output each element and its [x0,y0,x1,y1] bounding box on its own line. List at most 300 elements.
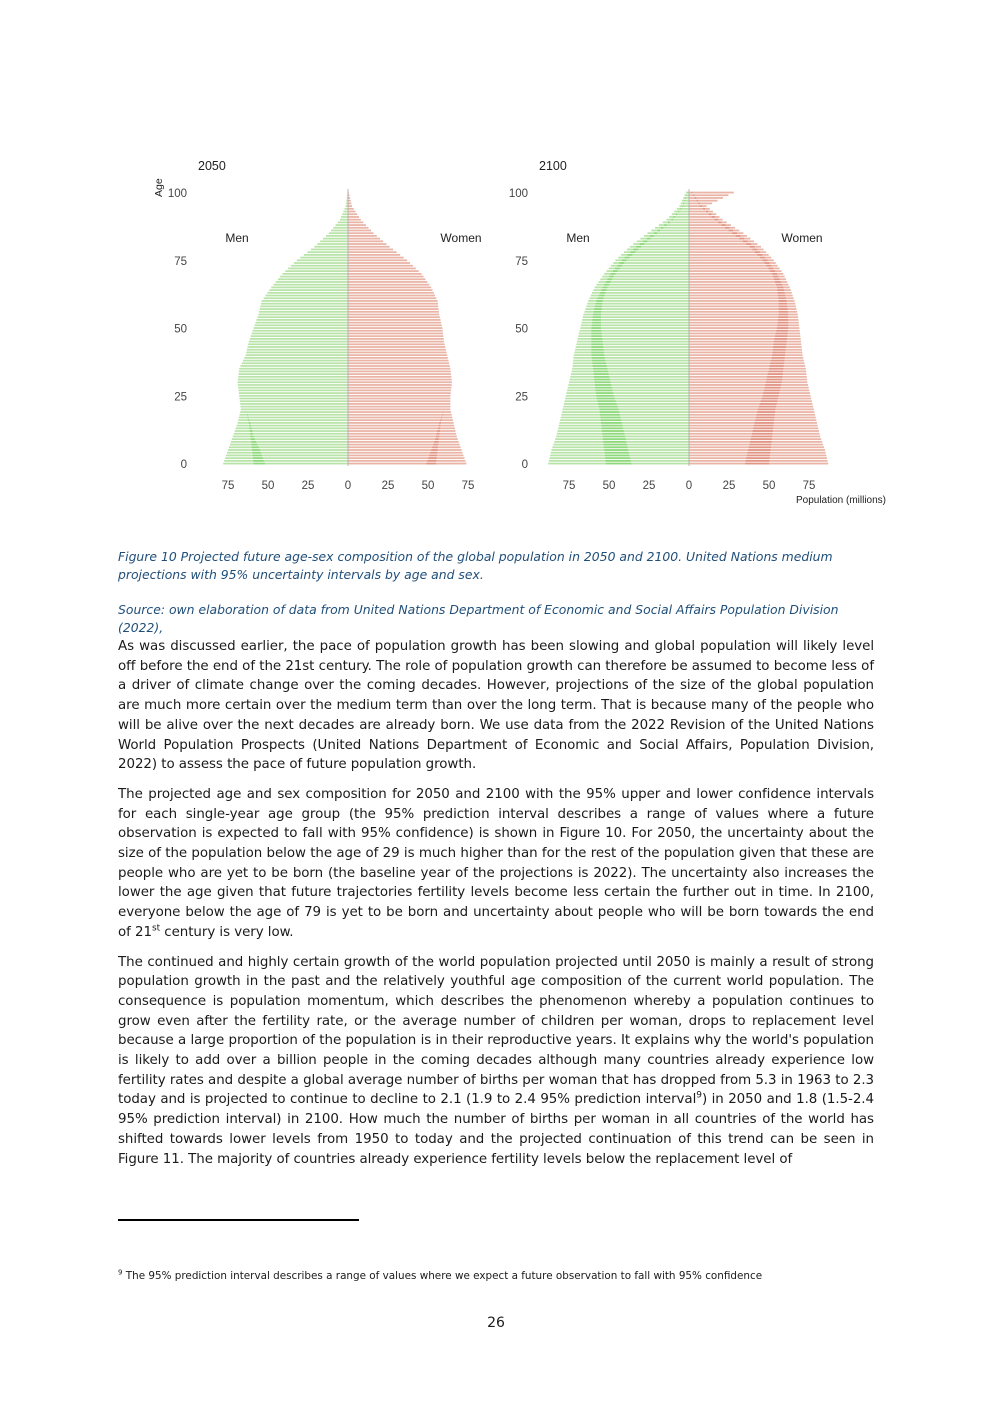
men-median-bar [628,254,633,256]
women-upper-bar [689,281,787,283]
men-median-bar [683,205,684,207]
men-upper-bar [343,211,348,213]
men-median-bar [603,436,625,438]
men-upper-bar [229,446,348,448]
men-median-bar [678,211,679,213]
women-median-bar [779,305,788,307]
population-tick-label: 75 [802,480,816,492]
men-median-bar [606,281,611,283]
men-median-bar [604,284,609,286]
men-median-bar [254,463,265,465]
men-upper-bar [233,436,348,438]
women-median-bar [759,406,776,408]
men-upper-bar [563,406,689,408]
women-upper-bar [689,297,794,299]
women-upper-bar [348,243,386,245]
women-upper-bar [348,259,407,261]
panel-title: 2050 [198,159,226,173]
men-upper-bar [239,389,348,391]
women-median-bar [709,213,712,215]
women-upper-bar [689,368,806,370]
women-upper-bar [348,455,464,457]
men-median-bar [250,430,253,432]
women-median-bar [779,300,787,302]
men-median-bar [668,221,670,223]
women-upper-bar [348,216,359,218]
men-median-bar [603,287,608,289]
men-upper-bar [250,338,348,340]
men-upper-bar [565,398,689,400]
women-median-bar [748,449,770,451]
women-median-bar [773,352,786,354]
men-median-bar [603,441,626,443]
men-label: Men [566,230,590,245]
men-median-bar [594,376,609,378]
women-median-bar [429,455,437,457]
women-upper-bar [689,422,817,424]
women-upper-bar [689,273,783,275]
men-upper-bar [572,371,689,373]
women-median-bar [773,346,786,348]
women-median-bar [747,455,770,457]
women-median-bar [732,232,737,234]
men-median-bar [633,249,638,251]
men-upper-bar [240,411,348,413]
women-median-bar [773,349,786,351]
men-upper-bar [573,357,689,359]
women-upper-bar [348,403,450,405]
women-upper-bar [689,371,806,373]
women-upper-bar [348,381,452,383]
men-upper-bar [600,278,689,280]
men-upper-bar [246,352,348,354]
men-upper-bar [674,211,689,213]
women-upper-bar [348,303,438,305]
women-median-bar [770,365,784,367]
women-median-bar [766,381,782,383]
men-upper-bar [238,384,348,386]
men-median-bar [630,251,635,253]
women-upper-bar [348,376,451,378]
women-upper-bar [348,452,463,454]
women-median-bar [757,411,775,413]
women-median-bar [715,219,718,221]
women-upper-bar [348,278,425,280]
women-median-bar [778,322,789,324]
men-upper-bar [232,438,348,440]
women-upper-bar [689,268,780,270]
women-upper-bar [348,251,397,253]
women-median-bar [760,257,765,259]
men-upper-bar [341,216,348,218]
women-median-bar [725,227,729,229]
women-upper-bar [348,221,363,223]
women-median-bar [693,194,694,196]
women-upper-bar [689,197,723,199]
women-upper-bar [689,354,803,356]
men-upper-bar [240,414,348,416]
women-upper-bar [348,419,453,421]
men-upper-bar [677,208,689,210]
women-median-bar [778,319,788,321]
women-upper-bar [689,205,707,207]
men-upper-bar [285,270,348,272]
women-upper-bar [348,395,450,397]
men-upper-bar [571,373,689,375]
women-upper-bar [348,349,446,351]
men-median-bar [591,333,601,335]
men-upper-bar [559,422,689,424]
women-upper-bar [348,238,380,240]
women-median-bar [749,446,771,448]
men-median-bar [591,343,603,345]
men-label: Men [225,230,249,245]
men-median-bar [597,297,603,299]
men-median-bar [607,278,612,280]
men-median-bar [625,257,630,259]
women-upper-bar [348,330,443,332]
men-median-bar [664,224,666,226]
women-upper-bar [348,311,439,313]
women-median-bar [729,230,733,232]
women-upper-bar [689,414,815,416]
women-upper-bar [689,365,805,367]
panel-title: 2100 [539,159,567,173]
women-median-bar [431,449,437,451]
men-upper-bar [573,365,689,367]
women-upper-bar [689,287,790,289]
men-upper-bar [329,232,348,234]
women-median-bar [768,371,783,373]
women-median-bar [697,200,698,202]
women-median-bar [433,444,438,446]
men-upper-bar [260,305,348,307]
women-median-bar [748,452,771,454]
women-median-bar [691,192,692,194]
women-median-bar [698,202,699,204]
women-upper-bar [348,262,410,264]
women-median-bar [718,221,722,223]
women-upper-bar [689,284,789,286]
women-upper-bar [348,441,459,443]
women-upper-bar [348,433,456,435]
men-upper-bar [267,292,348,294]
men-upper-bar [307,251,348,253]
women-median-bar [756,417,775,419]
women-upper-bar [348,230,371,232]
women-median-bar [776,330,788,332]
women-median-bar [436,436,439,438]
men-upper-bar [240,400,348,402]
men-upper-bar [291,265,348,267]
men-median-bar [591,354,604,356]
men-median-bar [595,305,602,307]
men-median-bar [592,319,601,321]
women-upper-bar [348,254,400,256]
women-median-bar [770,362,784,364]
men-median-bar [593,368,607,370]
population-tick-label: 75 [562,480,576,492]
men-upper-bar [253,330,348,332]
women-upper-bar [348,463,466,465]
men-median-bar [643,240,647,242]
men-upper-bar [256,319,348,321]
women-upper-bar [348,295,435,297]
men-upper-bar [225,457,348,459]
men-upper-bar [340,219,348,221]
men-median-bar [596,300,602,302]
women-median-bar [776,333,788,335]
men-median-bar [636,246,641,248]
men-upper-bar [568,384,689,386]
women-median-bar [770,270,775,272]
women-upper-bar [348,287,431,289]
women-median-bar [752,433,772,435]
men-upper-bar [567,389,689,391]
men-upper-bar [683,197,689,199]
men-upper-bar [242,362,348,364]
men-upper-bar [257,316,348,318]
women-upper-bar [689,295,793,297]
men-median-bar [592,362,606,364]
men-upper-bar [231,441,348,443]
men-median-bar [596,392,613,394]
men-median-bar [602,433,624,435]
men-median-bar [593,365,607,367]
women-median-bar [695,197,696,199]
women-median-bar [771,360,784,362]
women-median-bar [760,403,777,405]
men-median-bar [596,389,613,391]
women-upper-bar [348,343,445,345]
men-upper-bar [278,278,348,280]
women-upper-bar [348,436,457,438]
women-median-bar [752,249,757,251]
men-median-bar [595,387,612,389]
women-upper-bar [348,406,450,408]
men-upper-bar [276,281,348,283]
women-upper-bar [348,335,443,337]
women-upper-bar [348,417,452,419]
men-median-bar [253,460,264,462]
men-upper-bar [588,300,689,302]
women-median-bar [706,211,708,213]
women-upper-bar [348,232,374,234]
women-median-bar [758,408,776,410]
men-upper-bar [565,400,689,402]
men-upper-bar [591,295,689,297]
women-upper-bar [348,308,439,310]
women-upper-bar [348,213,357,215]
men-median-bar [249,425,251,427]
men-median-bar [661,227,664,229]
women-upper-bar [348,333,443,335]
women-median-bar [772,273,777,275]
women-upper-bar [689,419,816,421]
women-upper-bar [689,257,771,259]
women-upper-bar [689,254,769,256]
men-upper-bar [311,249,348,251]
men-upper-bar [604,273,689,275]
women-median-bar [763,392,779,394]
women-median-bar [755,419,774,421]
women-upper-bar [348,398,450,400]
women-upper-bar [689,384,808,386]
women-median-bar [775,335,787,337]
women-upper-bar [689,208,710,210]
men-median-bar [606,463,632,465]
women-upper-bar [689,376,807,378]
women-upper-bar [689,389,809,391]
men-upper-bar [606,270,689,272]
men-median-bar [685,197,686,199]
women-upper-bar [689,387,809,389]
men-median-bar [593,371,608,373]
women-median-bar [437,433,440,435]
women-upper-bar [689,202,712,204]
men-median-bar [251,441,256,443]
women-median-bar [776,284,782,286]
women-upper-bar [689,417,816,419]
men-median-bar [617,265,622,267]
women-upper-bar [348,319,440,321]
women-upper-bar [348,338,444,340]
men-median-bar [597,398,615,400]
age-tick-label: 100 [508,188,528,200]
men-median-bar [601,289,606,291]
figure-source: Source: own elaboration of data from United Nations Department of Economic and Social Affairs Population Division (2022), [118,602,839,635]
women-median-bar [772,354,785,356]
women-median-bar [441,417,442,419]
women-upper-bar [348,268,416,270]
paragraph-1: As was discussed earlier, the pace of population growth has been slowing and global population will likely level off before the end of the 21st century. The role of population growth can therefore be assumed to become less of a driver of climate change over the coming decades. However, projections of the size of the global population are much more certain over the medium term than over the long term. That is because many of the people who will be alive over the next decades are already born. We use data from the 2022 Revision of the United Nations World Population Prospects (United Nations Department of Economic and Social Affairs, Population Division, 2022) to assess the pace of future population growth. [118,639,874,773]
women-upper-bar [348,392,451,394]
men-upper-bar [280,276,348,278]
footnote-rule [118,1219,359,1221]
men-median-bar [620,262,625,264]
men-upper-bar [317,243,348,245]
women-upper-bar [689,278,786,280]
women-median-bar [427,460,436,462]
women-median-bar [700,205,702,207]
men-upper-bar [609,268,689,270]
men-upper-bar [227,452,348,454]
men-upper-bar [244,357,348,359]
men-upper-bar [592,292,689,294]
women-upper-bar [348,249,393,251]
women-upper-bar [348,200,351,202]
men-median-bar [601,425,622,427]
men-median-bar [250,436,253,438]
women-upper-bar [348,246,390,248]
women-upper-bar [689,392,810,394]
men-median-bar [594,311,602,313]
men-upper-bar [570,379,689,381]
men-upper-bar [564,403,689,405]
women-median-bar [768,373,783,375]
men-upper-bar [593,289,689,291]
men-median-bar [599,295,605,297]
population-tick-label: 50 [261,480,275,492]
men-upper-bar [238,379,348,381]
women-upper-bar [348,235,377,237]
women-upper-bar [689,194,728,196]
men-median-bar [600,414,620,416]
population-tick-label: 25 [642,480,656,492]
women-median-bar [703,208,705,210]
men-median-bar [598,403,617,405]
men-median-bar [600,417,620,419]
body-text [118,637,874,1179]
women-upper-bar [348,379,452,381]
men-median-bar [599,406,618,408]
men-median-bar [593,314,601,316]
men-median-bar [602,427,623,429]
women-median-bar [769,368,783,370]
men-upper-bar [566,395,689,397]
women-upper-bar [689,192,734,194]
men-median-bar [252,452,261,454]
men-median-bar [613,270,618,272]
men-median-bar [592,322,601,324]
women-upper-bar [348,411,451,413]
population-pyramid-figure [140,150,887,520]
women-median-bar [750,246,755,248]
men-median-bar [592,360,605,362]
men-median-bar [592,324,601,326]
men-upper-bar [659,224,689,226]
men-upper-bar [587,303,689,305]
women-upper-bar [348,360,448,362]
women-upper-bar [348,384,452,386]
men-median-bar [594,308,601,310]
women-median-bar [712,216,715,218]
men-upper-bar [682,200,689,202]
men-upper-bar [297,259,348,261]
women-upper-bar [689,408,814,410]
men-upper-bar [288,268,348,270]
women-median-bar [739,238,744,240]
women-upper-bar [348,322,441,324]
men-median-bar [640,243,644,245]
women-median-bar [438,427,440,429]
men-upper-bar [228,449,348,451]
women-upper-bar [689,270,781,272]
women-upper-bar [348,446,461,448]
population-tick-label: 25 [301,480,315,492]
men-upper-bar [248,346,348,348]
women-median-bar [778,292,785,294]
men-upper-bar [239,373,348,375]
men-upper-bar [262,300,348,302]
women-upper-bar [689,360,804,362]
men-upper-bar [243,360,348,362]
men-median-bar [671,219,673,221]
age-tick-label: 50 [174,323,187,336]
women-upper-bar [689,200,717,202]
men-median-bar [611,273,616,275]
women-upper-bar [348,460,465,462]
women-median-bar [774,341,787,343]
age-tick-label: 0 [180,459,187,471]
population-tick-label: 50 [762,480,776,492]
women-median-bar [766,379,782,381]
women-median-bar [763,259,768,261]
women-upper-bar [348,365,450,367]
men-median-bar [591,338,602,340]
men-upper-bar [651,230,689,232]
women-median-bar [777,289,784,291]
